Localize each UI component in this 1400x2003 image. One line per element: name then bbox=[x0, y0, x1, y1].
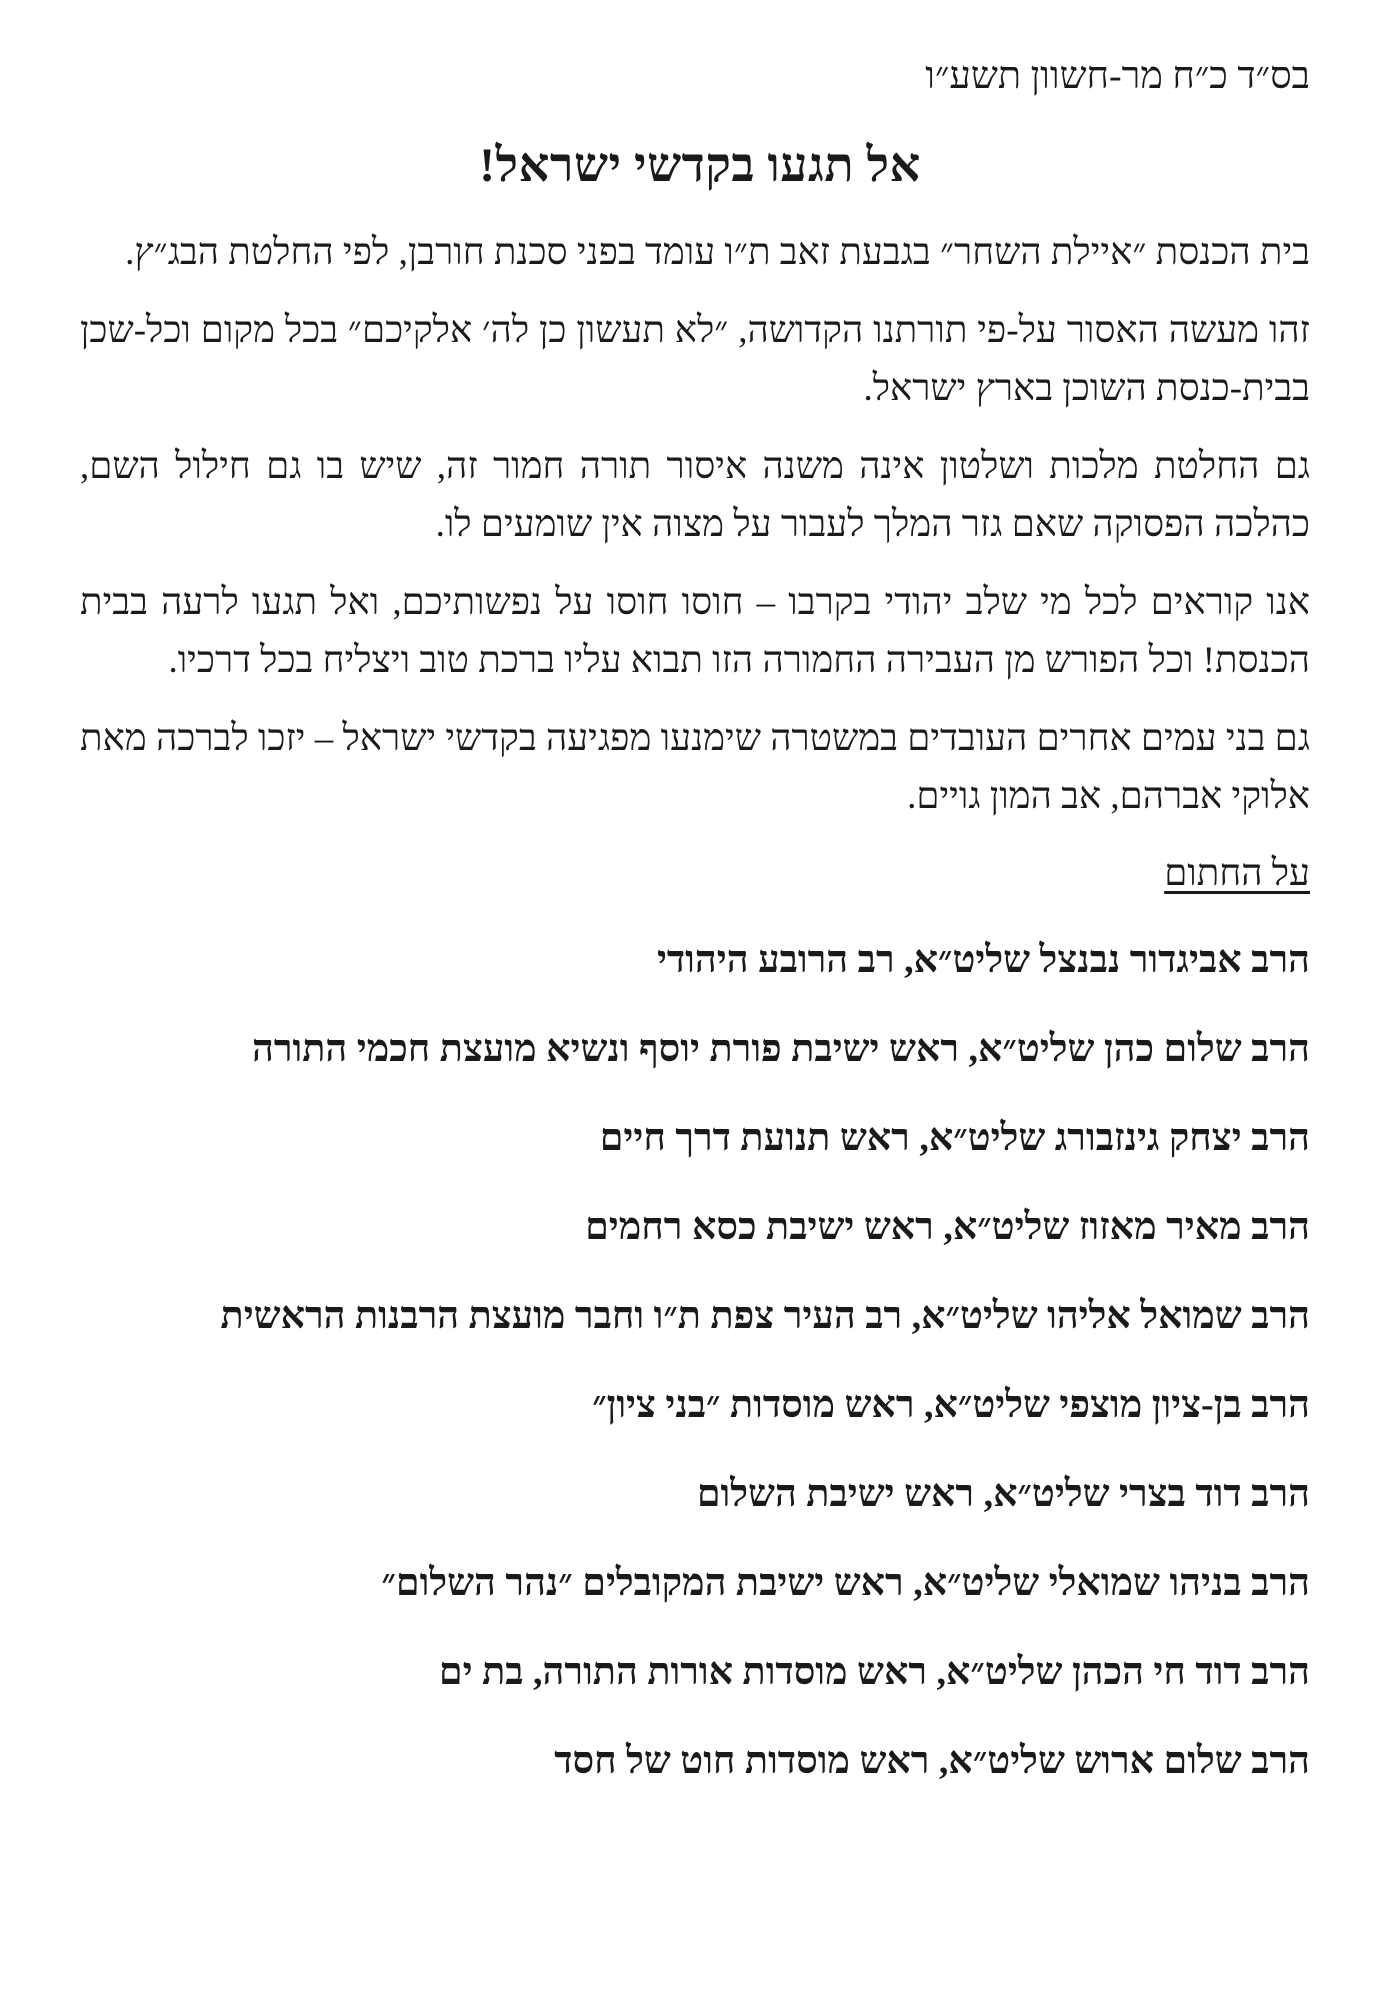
paragraph-4: אנו קוראים לכל מי שלב יהודי בקרבו – חוסו חוסו על נפשותיכם, ואל תגעו לרעה בבית הכנסת! וכל הפורש מן העבירה החמורה הזו תבוא עליו ברכת טוב ויצליח בכל דרכיו. bbox=[80, 582, 1310, 681]
signatory-item: הרב בן-ציון מוצפי שליט״א, ראש מוסדות ״בני ציון״ bbox=[592, 1384, 1310, 1426]
signatory-item: הרב אביגדור נבנצל שליט״א, רב הרובע היהודי bbox=[656, 939, 1310, 981]
signatory-item: הרב דוד חי הכהן שליט״א, ראש מוסדות אורות התורה, בת ים bbox=[438, 1651, 1310, 1693]
signatory-item: הרב מאיר מאזוז שליט״א, ראש ישיבת כסא רחמים bbox=[585, 1206, 1310, 1248]
paragraph-2: זהו מעשה האסור על-פי תורתנו הקדושה, ״לא תעשון כן לה׳ אלקיכם״ בכל מקום וכל-שכן בבית-כנסת השוכן בארץ ישראל. bbox=[80, 310, 1310, 409]
signatory-item: הרב יצחק גינזבורג שליט״א, ראש תנועת דרך חיים bbox=[599, 1117, 1310, 1159]
paragraph-1: בית הכנסת ״איילת השחר״ בגבעת זאב ת״ו עומד בפני סכנת חורבן, לפי החלטת הבג״ץ. bbox=[125, 232, 1310, 273]
signatory-list bbox=[70, 916, 1330, 1806]
signatory-item: הרב דוד בצרי שליט״א, ראש ישיבת השלום bbox=[696, 1473, 1310, 1515]
document-title: אל תגעו בקדשי ישראל! bbox=[479, 139, 921, 192]
signed-heading: על החתום bbox=[1164, 853, 1310, 894]
signatory-item: הרב בניהו שמואלי שליט״א, ראש ישיבת המקובלים ״נהר השלום״ bbox=[381, 1562, 1310, 1604]
paragraph-5: גם בני עמים אחרים העובדים במשטרה שימנעו מפגיעה בקדשי ישראל – יזכו לברכה מאת אלוקי אברהם, אב המון גויים. bbox=[80, 718, 1310, 817]
proclamation-document bbox=[70, 48, 1330, 1806]
paragraph-3: גם החלטת מלכות ושלטון אינה משנה איסור תורה חמור זה, שיש בו גם חילול השם, כהלכה הפסוקה שאם גזר המלך לעבור על מצוה אין שומעים לו. bbox=[80, 446, 1310, 545]
signatory-item: הרב שלום כהן שליט״א, ראש ישיבת פורת יוסף ונשיא מועצת חכמי התורה bbox=[251, 1028, 1310, 1070]
signatory-item: הרב שמואל אליהו שליט״א, רב העיר צפת ת״ו וחבר מועצת הרבנות הראשית bbox=[220, 1295, 1310, 1337]
date-line: בס״ד כ״ח מר-חשוון תשע״ו bbox=[925, 55, 1310, 97]
document-body bbox=[70, 224, 1330, 826]
signatory-item: הרב שלום ארוש שליט״א, ראש מוסדות חוט של חסד bbox=[554, 1740, 1310, 1782]
